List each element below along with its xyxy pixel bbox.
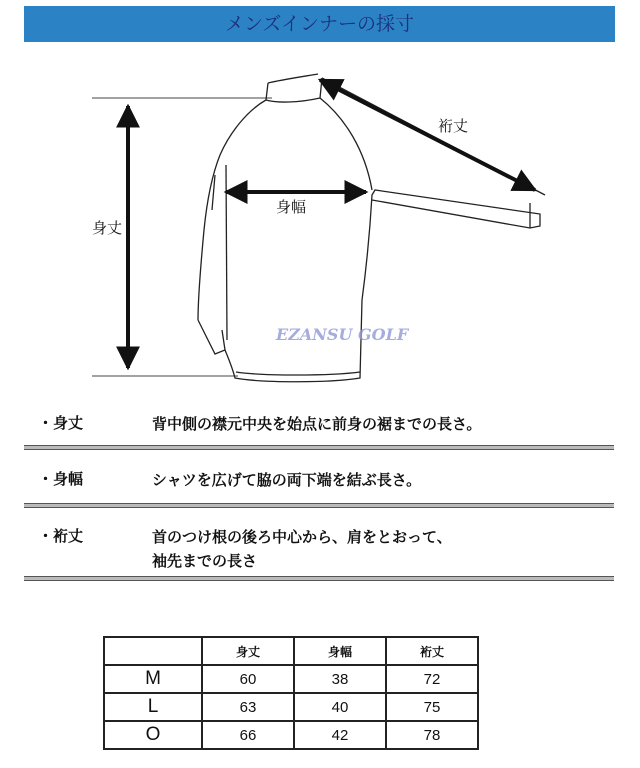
size-label: O [104, 721, 202, 749]
brand-watermark: EZANSU GOLF [276, 325, 409, 344]
table-row [104, 665, 478, 693]
table-header-cell: 身丈 [202, 637, 294, 665]
table-cell: 38 [294, 665, 386, 693]
sleeve-length-label: 裄丈 [438, 117, 469, 135]
definition-term: ・身丈 [38, 414, 84, 432]
definition-description: シャツを広げて脇の両下端を結ぶ長さ。 [152, 471, 422, 489]
table-header-cell: 身幅 [294, 637, 386, 665]
table-header-cell [104, 637, 202, 665]
table-cell: 78 [386, 721, 478, 749]
body-length-label: 身丈 [92, 219, 123, 237]
table-cell: 60 [202, 665, 294, 693]
definition-body-length [24, 412, 614, 436]
definition-description: 首のつけ根の後ろ中心から、肩をとおって、 [152, 528, 452, 546]
divider [24, 576, 614, 581]
table-cell: 40 [294, 693, 386, 721]
divider [24, 445, 614, 450]
table-cell: 42 [294, 721, 386, 749]
definition-description: 背中側の襟元中央を始点に前身の裾までの長さ。 [152, 415, 482, 433]
page-title: メンズインナーの採寸 [24, 6, 615, 42]
table-row [104, 721, 478, 749]
table-row [104, 693, 478, 721]
table-cell: 72 [386, 665, 478, 693]
definition-description-cont: 袖先までの長さ [152, 552, 258, 570]
table-cell: 63 [202, 693, 294, 721]
table-cell: 66 [202, 721, 294, 749]
size-chart-table [103, 636, 479, 750]
definition-sleeve-length [24, 525, 614, 573]
shirt-measurement-diagram [0, 50, 640, 395]
definition-term: ・身幅 [38, 470, 84, 488]
size-label: M [104, 665, 202, 693]
body-width-label: 身幅 [276, 198, 307, 216]
table-header-row [104, 637, 478, 665]
definition-body-width [24, 468, 614, 492]
definition-term: ・裄丈 [38, 527, 84, 545]
divider [24, 503, 614, 508]
table-header-cell: 裄丈 [386, 637, 478, 665]
size-label: L [104, 693, 202, 721]
table-cell: 75 [386, 693, 478, 721]
